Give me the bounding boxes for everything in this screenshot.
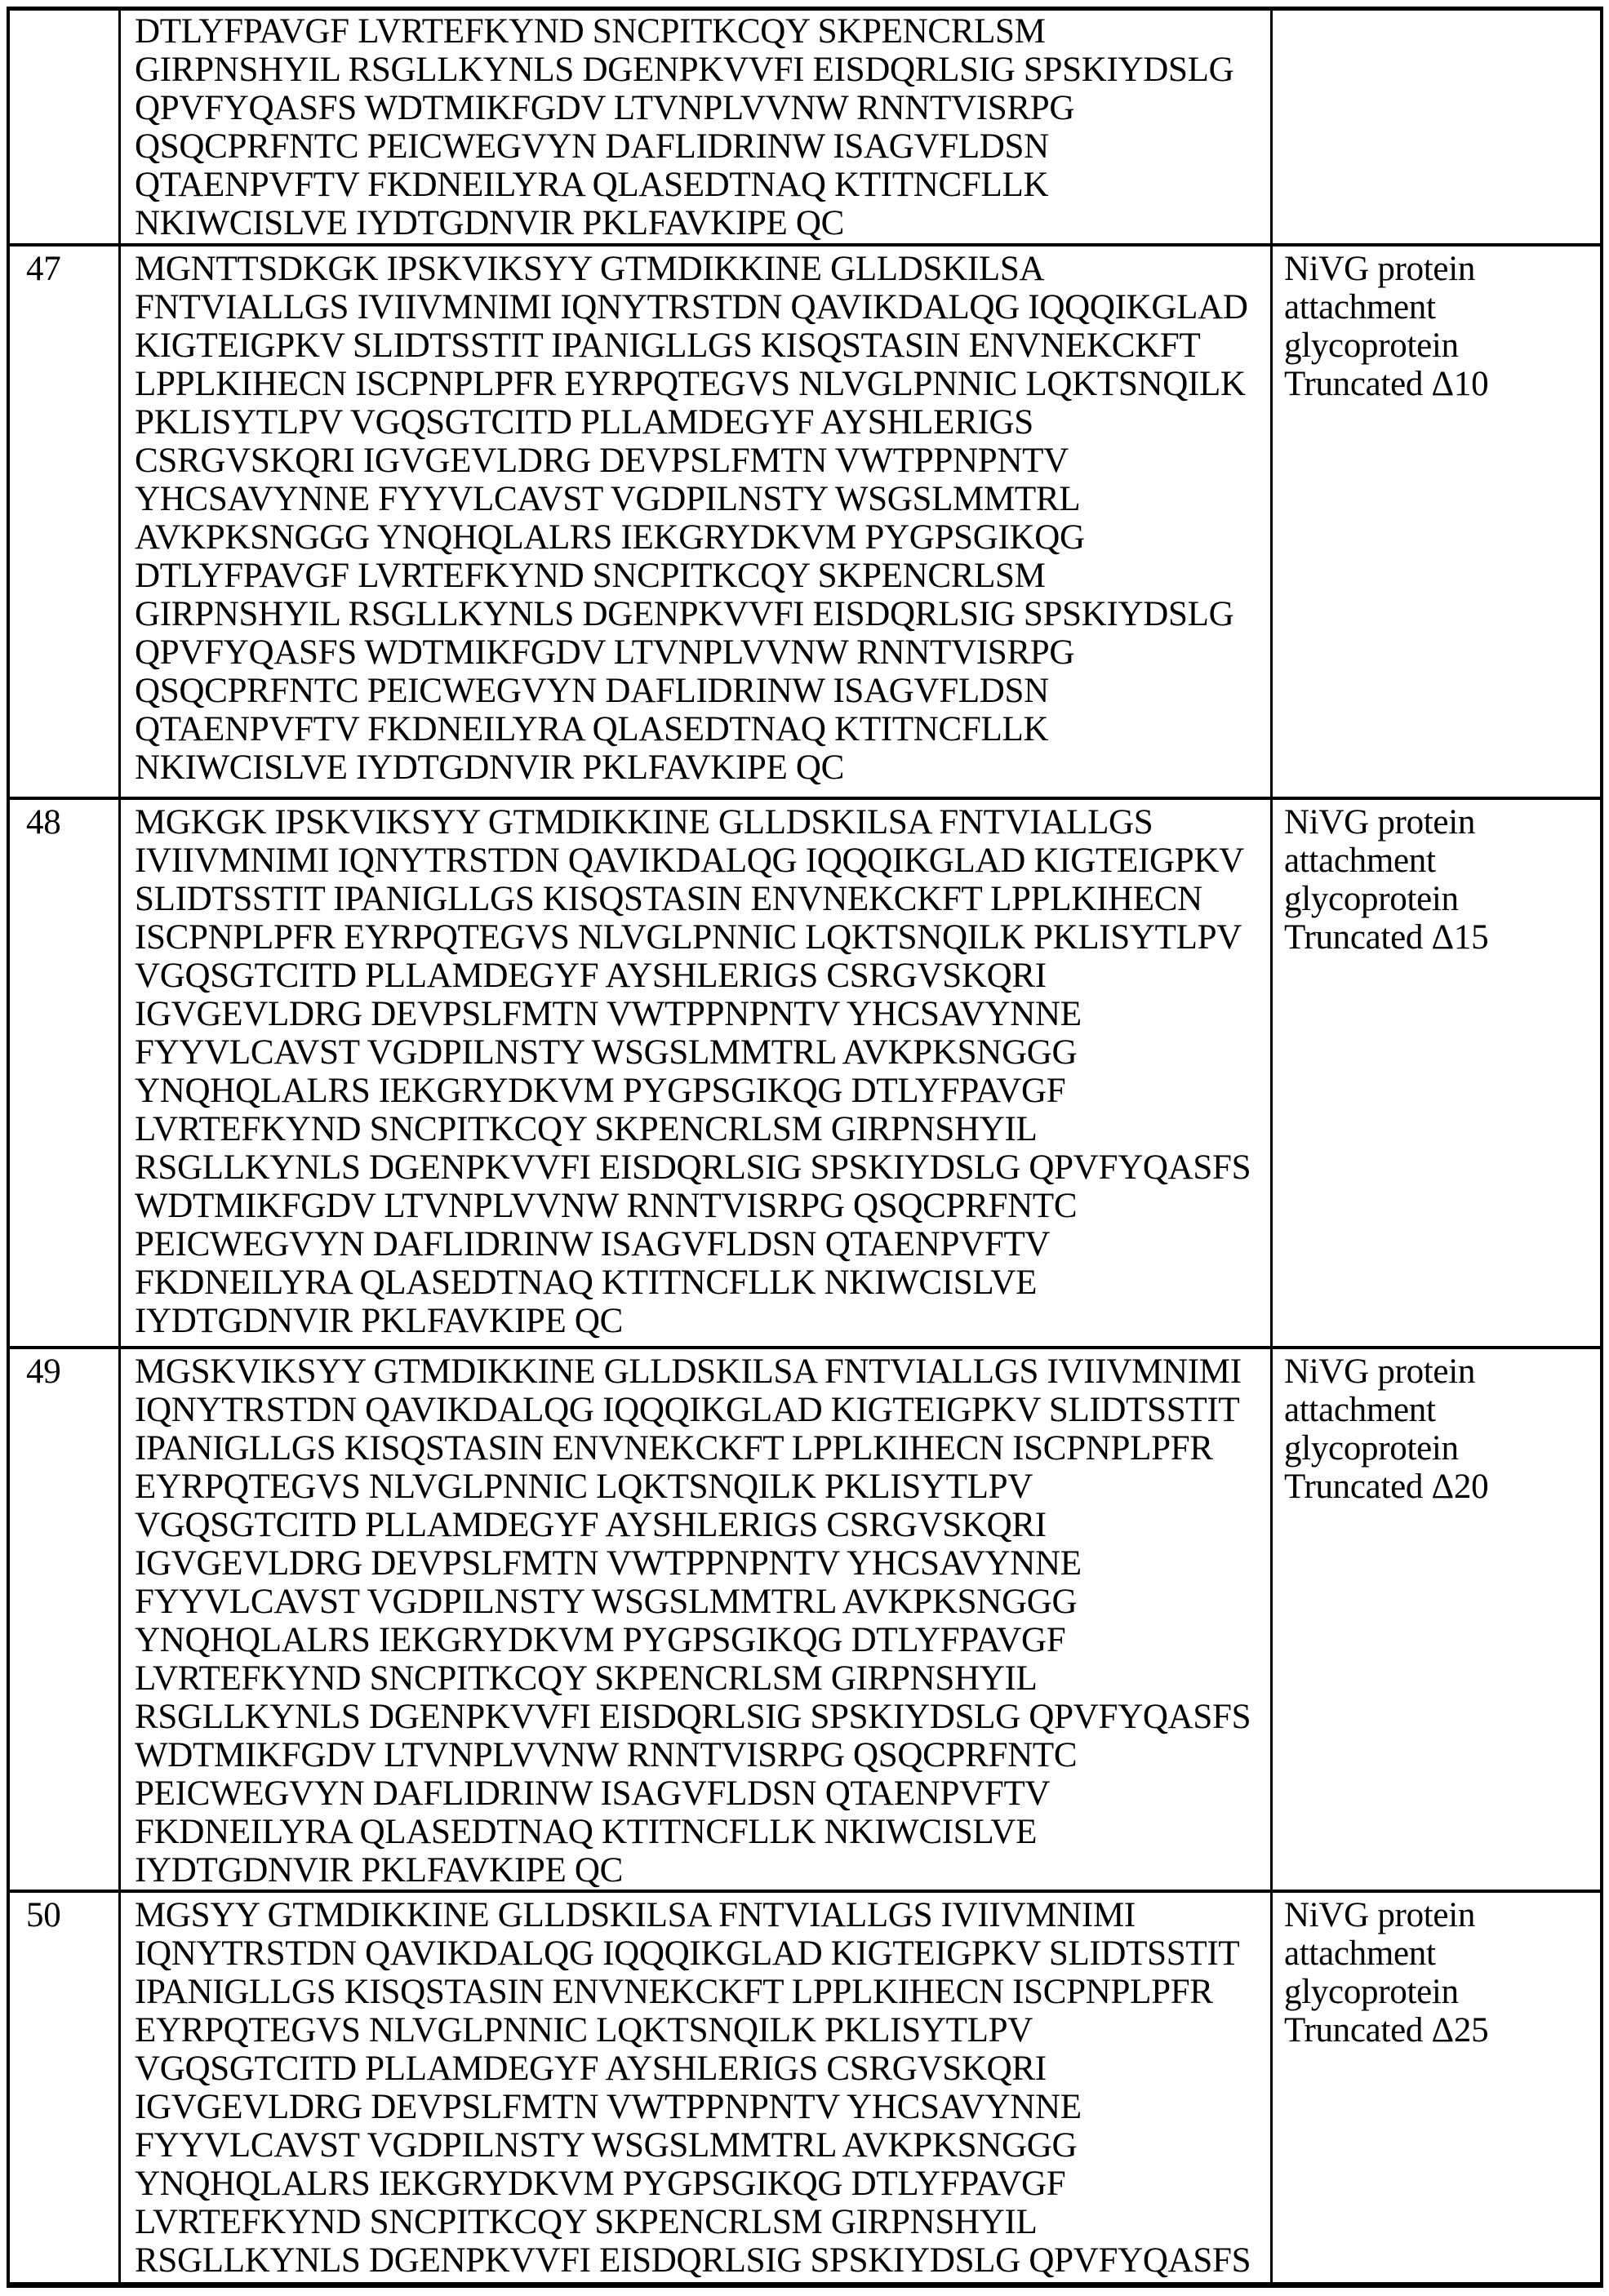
sequence-cell [118, 246, 1270, 797]
table-row [10, 1349, 1600, 1893]
description-line: Truncated Δ10 [1284, 365, 1489, 403]
sequence-line: QTAENPVFTV FKDNEILYRA QLASEDTNAQ KTITNCFLLK [135, 166, 1049, 204]
sequence-id-cell [10, 1349, 118, 1890]
description-line: NiVG protein [1284, 1896, 1476, 1934]
sequence-id-cell [10, 11, 118, 243]
description-cell [1270, 1893, 1600, 2282]
sequence-id: 47 [26, 250, 61, 288]
sequence-line: MGKGK IPSKVIKSYY GTMDIKKINE GLLDSKILSA FNTVIALLGS [135, 803, 1153, 842]
description-line: glycoprotein [1284, 880, 1459, 918]
sequence-line: FNTVIALLGS IVIIVMNIMI IQNYTRSTDN QAVIKDALQG IQQQIKGLAD [135, 288, 1248, 326]
sequence-line: GIRPNSHYIL RSGLLKYNLS DGENPKVVFI EISDQRLSIG SPSKIYDSLG [135, 595, 1234, 633]
sequence-line: LVRTEFKYND SNCPITKCQY SKPENCRLSM GIRPNSHYIL [135, 2203, 1038, 2241]
sequence-line: IYDTGDNVIR PKLFAVKIPE QC [135, 1302, 624, 1340]
sequence-line: DTLYFPAVGF LVRTEFKYND SNCPITKCQY SKPENCRLSM [135, 12, 1046, 51]
sequence-line: WDTMIKFGDV LTVNPLVVNW RNNTVISRPG QSQCPRFNTC [135, 1187, 1078, 1225]
sequence-line: MGSYY GTMDIKKINE GLLDSKILSA FNTVIALLGS IVIIVMNIMI [135, 1896, 1136, 1934]
sequence-line: YHCSAVYNNE FYYVLCAVST VGDPILNSTY WSGSLMMTRL [135, 480, 1081, 518]
description-cell [1270, 11, 1600, 243]
sequence-line: IPANIGLLGS KISQSTASIN ENVNEKCKFT LPPLKIHECN ISCPNPLPFR [135, 1429, 1213, 1468]
sequence-cell [118, 1893, 1270, 2282]
sequence-line: WDTMIKFGDV LTVNPLVVNW RNNTVISRPG QSQCPRFNTC [135, 1736, 1078, 1774]
sequence-line: VGQSGTCITD PLLAMDEGYF AYSHLERIGS CSRGVSKQRI [135, 957, 1047, 995]
sequence-line: VGQSGTCITD PLLAMDEGYF AYSHLERIGS CSRGVSKQRI [135, 2050, 1047, 2088]
sequence-line: LPPLKIHECN ISCPNPLPFR EYRPQTEGVS NLVGLPNNIC LQKTSNQILK [135, 365, 1246, 403]
sequence-line: NKIWCISLVE IYDTGDNVIR PKLFAVKIPE QC [135, 204, 845, 242]
table-row [10, 246, 1600, 800]
sequence-line: QSQCPRFNTC PEICWEGVYN DAFLIDRINW ISAGVFLDSN [135, 672, 1049, 710]
sequence-cell [118, 1349, 1270, 1890]
table-row [10, 1893, 1600, 2288]
sequence-line: IGVGEVLDRG DEVPSLFMTN VWTPPNPNTV YHCSAVYNNE [135, 995, 1082, 1033]
sequence-line: DTLYFPAVGF LVRTEFKYND SNCPITKCQY SKPENCRLSM [135, 557, 1046, 595]
description-line: Truncated Δ25 [1284, 2011, 1489, 2050]
sequence-line: YNQHQLALRS IEKGRYDKVM PYGPSGIKQG DTLYFPAVGF [135, 1072, 1066, 1110]
description-cell [1270, 800, 1600, 1346]
sequence-line: QPVFYQASFS WDTMIKFGDV LTVNPLVVNW RNNTVISRPG [135, 633, 1075, 672]
sequence-line: QPVFYQASFS WDTMIKFGDV LTVNPLVVNW RNNTVISRPG [135, 89, 1075, 127]
sequence-line: EYRPQTEGVS NLVGLPNNIC LQKTSNQILK PKLISYTLPV [135, 2011, 1033, 2050]
sequence-listing-table [7, 7, 1603, 2288]
description-line: glycoprotein [1284, 326, 1459, 365]
sequence-id: 48 [26, 803, 61, 842]
sequence-cell [118, 11, 1270, 243]
sequence-line: FKDNEILYRA QLASEDTNAQ KTITNCFLLK NKIWCISLVE [135, 1263, 1038, 1302]
description-line: attachment [1284, 1934, 1436, 1973]
sequence-line: IGVGEVLDRG DEVPSLFMTN VWTPPNPNTV YHCSAVYNNE [135, 2088, 1082, 2126]
description-line: glycoprotein [1284, 1973, 1459, 2011]
sequence-line: IGVGEVLDRG DEVPSLFMTN VWTPPNPNTV YHCSAVYNNE [135, 1544, 1082, 1583]
sequence-line: PKLISYTLPV VGQSGTCITD PLLAMDEGYF AYSHLERIGS [135, 403, 1033, 442]
sequence-line: AVKPKSNGGG YNQHQLALRS IEKGRYDKVM PYGPSGIKQG [135, 518, 1085, 557]
sequence-line: IYDTGDNVIR PKLFAVKIPE QC [135, 1851, 624, 1890]
sequence-line: RSGLLKYNLS DGENPKVVFI EISDQRLSIG SPSKIYDSLG QPVFYQASFS [135, 1148, 1251, 1187]
sequence-line: RSGLLKYNLS DGENPKVVFI EISDQRLSIG SPSKIYDSLG QPVFYQASFS [135, 2241, 1251, 2280]
description-line: attachment [1284, 842, 1436, 880]
sequence-line: PEICWEGVYN DAFLIDRINW ISAGVFLDSN QTAENPVFTV [135, 1225, 1051, 1263]
sequence-line: IVIIVMNIMI IQNYTRSTDN QAVIKDALQG IQQQIKGLAD KIGTEIGPKV [135, 842, 1244, 880]
table-row [10, 11, 1600, 246]
sequence-line: FYYVLCAVST VGDPILNSTY WSGSLMMTRL AVKPKSNGGG [135, 2126, 1078, 2165]
sequence-line: LVRTEFKYND SNCPITKCQY SKPENCRLSM GIRPNSHYIL [135, 1110, 1038, 1148]
sequence-line: FKDNEILYRA QLASEDTNAQ KTITNCFLLK NKIWCISLVE [135, 1813, 1038, 1851]
sequence-line: FYYVLCAVST VGDPILNSTY WSGSLMMTRL AVKPKSNGGG [135, 1033, 1078, 1072]
sequence-line: YNQHQLALRS IEKGRYDKVM PYGPSGIKQG DTLYFPAVGF [135, 2165, 1066, 2203]
sequence-line: SLIDTSSTIT IPANIGLLGS KISQSTASIN ENVNEKCKFT LPPLKIHECN [135, 880, 1202, 918]
sequence-id-cell [10, 246, 118, 797]
description-line: glycoprotein [1284, 1429, 1459, 1468]
description-line: Truncated Δ20 [1284, 1468, 1489, 1506]
sequence-line: PEICWEGVYN DAFLIDRINW ISAGVFLDSN QTAENPVFTV [135, 1774, 1051, 1813]
sequence-id: 49 [26, 1352, 61, 1391]
sequence-line: RSGLLKYNLS DGENPKVVFI EISDQRLSIG SPSKIYDSLG QPVFYQASFS [135, 1698, 1251, 1736]
description-line: NiVG protein [1284, 803, 1476, 842]
sequence-line: FYYVLCAVST VGDPILNSTY WSGSLMMTRL AVKPKSNGGG [135, 1583, 1078, 1621]
description-line: NiVG protein [1284, 1352, 1476, 1391]
description-line: attachment [1284, 1391, 1436, 1429]
sequence-line: ISCPNPLPFR EYRPQTEGVS NLVGLPNNIC LQKTSNQILK PKLISYTLPV [135, 918, 1242, 957]
sequence-line: QTAENPVFTV FKDNEILYRA QLASEDTNAQ KTITNCFLLK [135, 710, 1049, 748]
description-cell [1270, 246, 1600, 797]
sequence-id: 50 [26, 1896, 61, 1934]
sequence-line: IQNYTRSTDN QAVIKDALQG IQQQIKGLAD KIGTEIGPKV SLIDTSSTIT [135, 1934, 1240, 1973]
sequence-line: MGSKVIKSYY GTMDIKKINE GLLDSKILSA FNTVIALLGS IVIIVMNIMI [135, 1352, 1242, 1391]
description-line: attachment [1284, 288, 1436, 326]
sequence-line: GIRPNSHYIL RSGLLKYNLS DGENPKVVFI EISDQRLSIG SPSKIYDSLG [135, 51, 1234, 89]
sequence-line: QSQCPRFNTC PEICWEGVYN DAFLIDRINW ISAGVFLDSN [135, 127, 1049, 166]
sequence-line: VGQSGTCITD PLLAMDEGYF AYSHLERIGS CSRGVSKQRI [135, 1506, 1047, 1544]
sequence-line: NKIWCISLVE IYDTGDNVIR PKLFAVKIPE QC [135, 748, 845, 787]
sequence-line: LVRTEFKYND SNCPITKCQY SKPENCRLSM GIRPNSHYIL [135, 1659, 1038, 1698]
sequence-line: IPANIGLLGS KISQSTASIN ENVNEKCKFT LPPLKIHECN ISCPNPLPFR [135, 1973, 1213, 2011]
sequence-line: EYRPQTEGVS NLVGLPNNIC LQKTSNQILK PKLISYTLPV [135, 1468, 1033, 1506]
sequence-line: CSRGVSKQRI IGVGEVLDRG DEVPSLFMTN VWTPPNPNTV [135, 442, 1069, 480]
sequence-line: YNQHQLALRS IEKGRYDKVM PYGPSGIKQG DTLYFPAVGF [135, 1621, 1066, 1659]
sequence-line: KIGTEIGPKV SLIDTSSTIT IPANIGLLGS KISQSTASIN ENVNEKCKFT [135, 326, 1201, 365]
sequence-id-cell [10, 1893, 118, 2282]
description-line: Truncated Δ15 [1284, 918, 1489, 957]
sequence-id-cell [10, 800, 118, 1346]
sequence-cell [118, 800, 1270, 1346]
table-row [10, 800, 1600, 1349]
description-line: NiVG protein [1284, 250, 1476, 288]
description-cell [1270, 1349, 1600, 1890]
sequence-line: MGNTTSDKGK IPSKVIKSYY GTMDIKKINE GLLDSKILSA [135, 250, 1045, 288]
sequence-line: IQNYTRSTDN QAVIKDALQG IQQQIKGLAD KIGTEIGPKV SLIDTSSTIT [135, 1391, 1240, 1429]
